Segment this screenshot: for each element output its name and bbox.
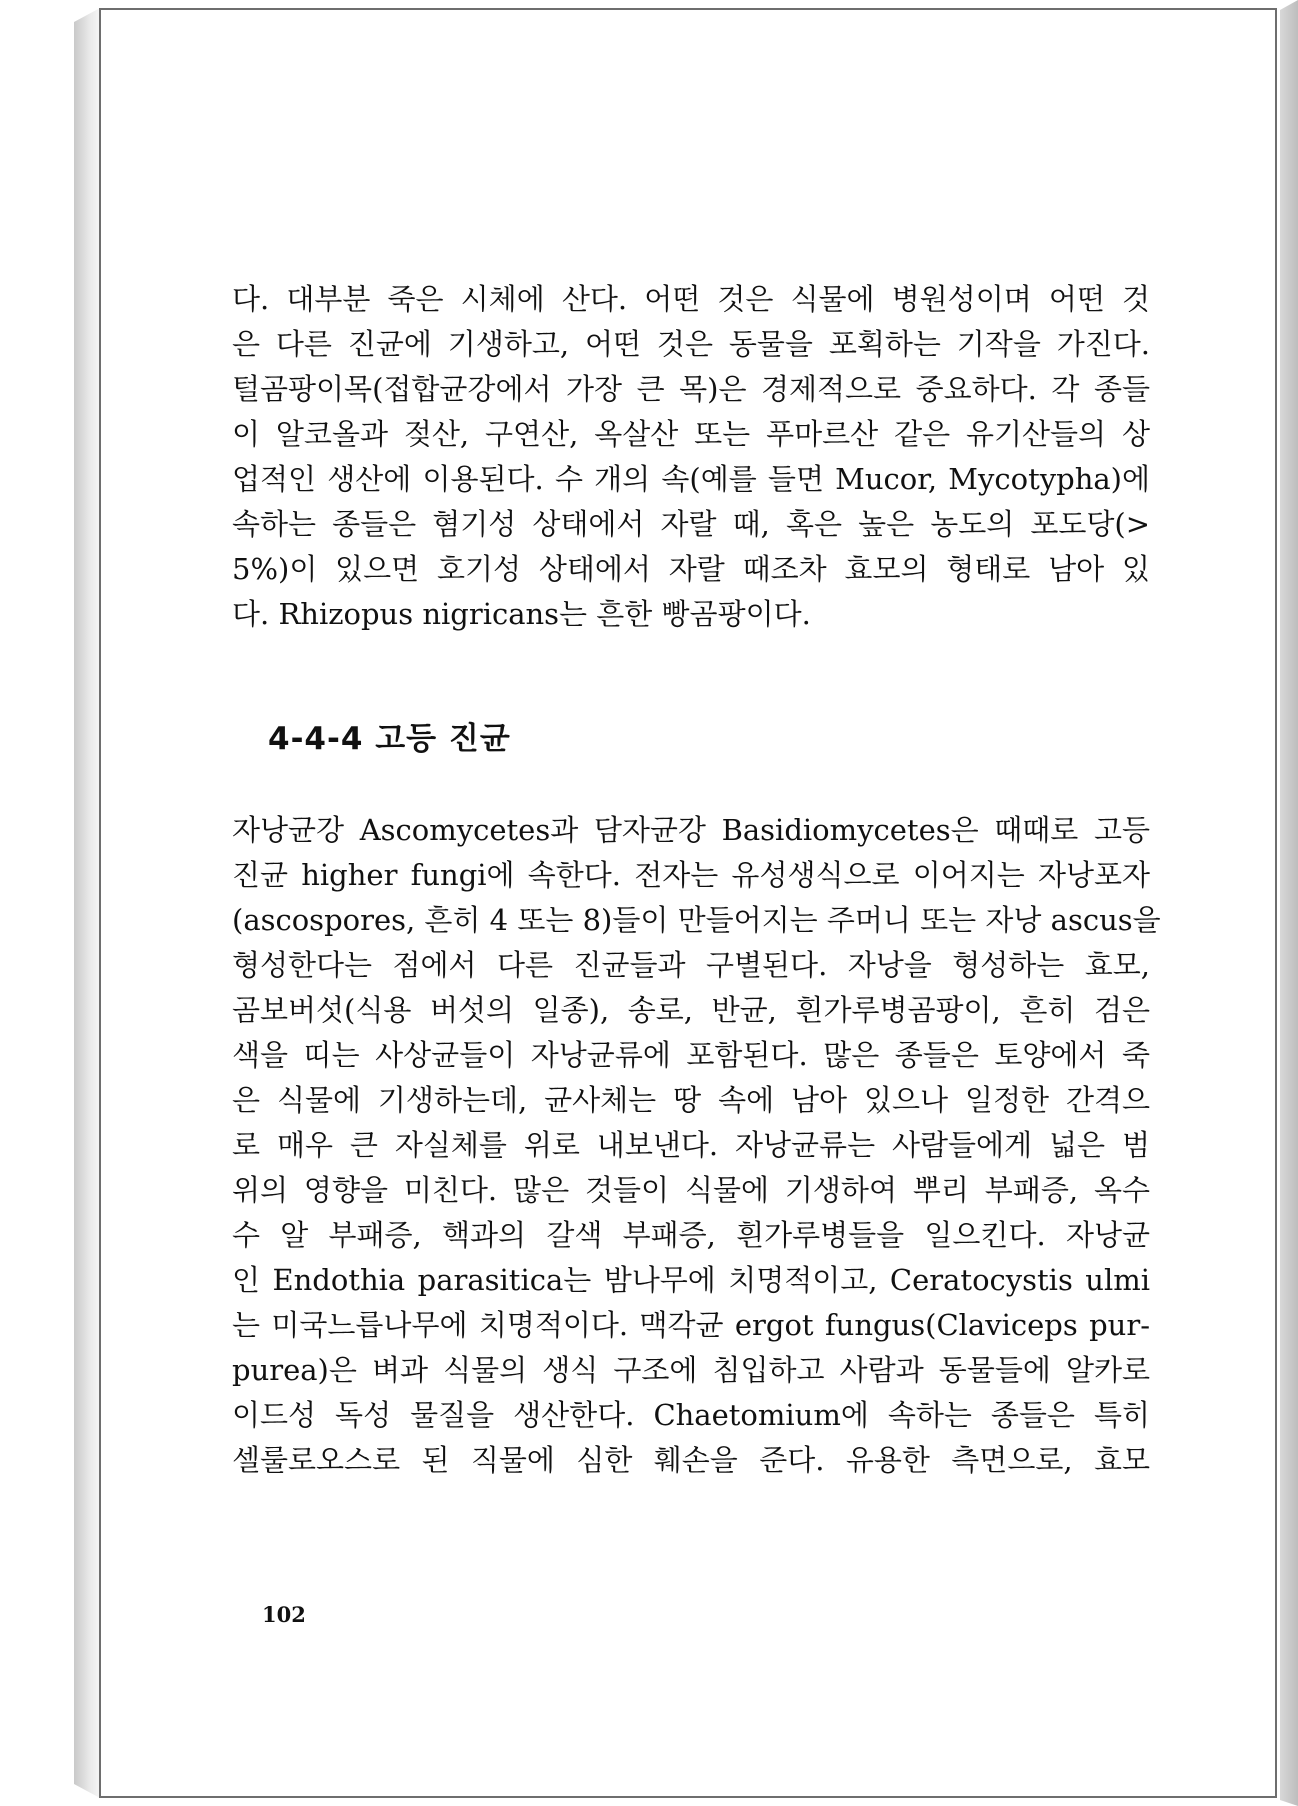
text-line: (ascospores, 흔히 4 또는 8)들이 만들어지는 주머니 또는 자낭 ascus을 bbox=[232, 903, 1161, 937]
text-line: 위의 영향을 미친다. 많은 것들이 식물에 기생하여 뿌리 부패증, 옥수 bbox=[232, 1173, 1150, 1207]
text-line: 셀룰로오스로 된 직물에 심한 훼손을 준다. 유용한 측면으로, 효모 bbox=[232, 1443, 1150, 1477]
text-line: 다. Rhizopus nigricans는 흔한 빵곰팡이다. bbox=[232, 597, 811, 631]
text-line: 이 알코올과 젖산, 구연산, 옥살산 또는 푸마르산 같은 유기산들의 상 bbox=[232, 417, 1150, 451]
text-line: 업적인 생산에 이용된다. 수 개의 속(예를 들면 Mucor, Mycotypha)에 bbox=[232, 462, 1150, 496]
text-line: 자낭균강 Ascomycetes과 담자균강 Basidiomycetes은 때때로 고등 bbox=[232, 813, 1150, 847]
text-line: 속하는 종들은 혐기성 상태에서 자랄 때, 혹은 높은 농도의 포도당(> bbox=[232, 507, 1150, 541]
text-line: 은 식물에 기생하는데, 균사체는 땅 속에 남아 있으나 일정한 간격으 bbox=[232, 1083, 1150, 1117]
text-line: 형성한다는 점에서 다른 진균들과 구별된다. 자낭을 형성하는 효모, bbox=[232, 948, 1150, 982]
page-number: 102 bbox=[262, 1602, 306, 1627]
text-line: 곰보버섯(식용 버섯의 일종), 송로, 반균, 흰가루병곰팡이, 흔히 검은 bbox=[232, 993, 1150, 1027]
text-line: 진균 higher fungi에 속한다. 전자는 유성생식으로 이어지는 자낭포자 bbox=[232, 858, 1150, 892]
text-line: 로 매우 큰 자실체를 위로 내보낸다. 자낭균류는 사람들에게 넓은 범 bbox=[232, 1128, 1150, 1162]
text-line: 털곰팡이목(접합균강에서 가장 큰 목)은 경제적으로 중요하다. 각 종들 bbox=[232, 372, 1150, 406]
text-line: 다. 대부분 죽은 시체에 산다. 어떤 것은 식물에 병원성이며 어떤 것 bbox=[232, 282, 1150, 316]
text-line: 는 미국느릅나무에 치명적이다. 맥각균 ergot fungus(Claviceps pur- bbox=[232, 1308, 1150, 1342]
book-fore-edge bbox=[1280, 0, 1298, 1806]
text-line: purea)은 벼과 식물의 생식 구조에 침입하고 사람과 동물들에 알카로 bbox=[232, 1353, 1150, 1387]
text-line: 수 알 부패증, 핵과의 갈색 부패증, 흰가루병들을 일으킨다. 자낭균 bbox=[232, 1218, 1150, 1252]
book-spine-edge bbox=[74, 8, 100, 1798]
text-line: 색을 띠는 사상균들이 자낭균류에 포함된다. 많은 종들은 토양에서 죽 bbox=[232, 1038, 1150, 1072]
text-line: 인 Endothia parasitica는 밤나무에 치명적이고, Ceratocystis ulmi bbox=[232, 1263, 1150, 1297]
section-heading: 4-4-4 고등 진균 bbox=[268, 721, 511, 757]
text-line: 은 다른 진균에 기생하고, 어떤 것은 동물을 포획하는 기작을 가진다. bbox=[232, 327, 1150, 361]
text-line: 5%)이 있으면 호기성 상태에서 자랄 때조차 효모의 형태로 남아 있 bbox=[232, 552, 1150, 586]
text-line: 이드성 독성 물질을 생산한다. Chaetomium에 속하는 종들은 특히 bbox=[232, 1398, 1150, 1432]
paragraph-higher-fungi bbox=[232, 808, 1161, 1483]
paragraph-continued bbox=[232, 277, 1150, 637]
